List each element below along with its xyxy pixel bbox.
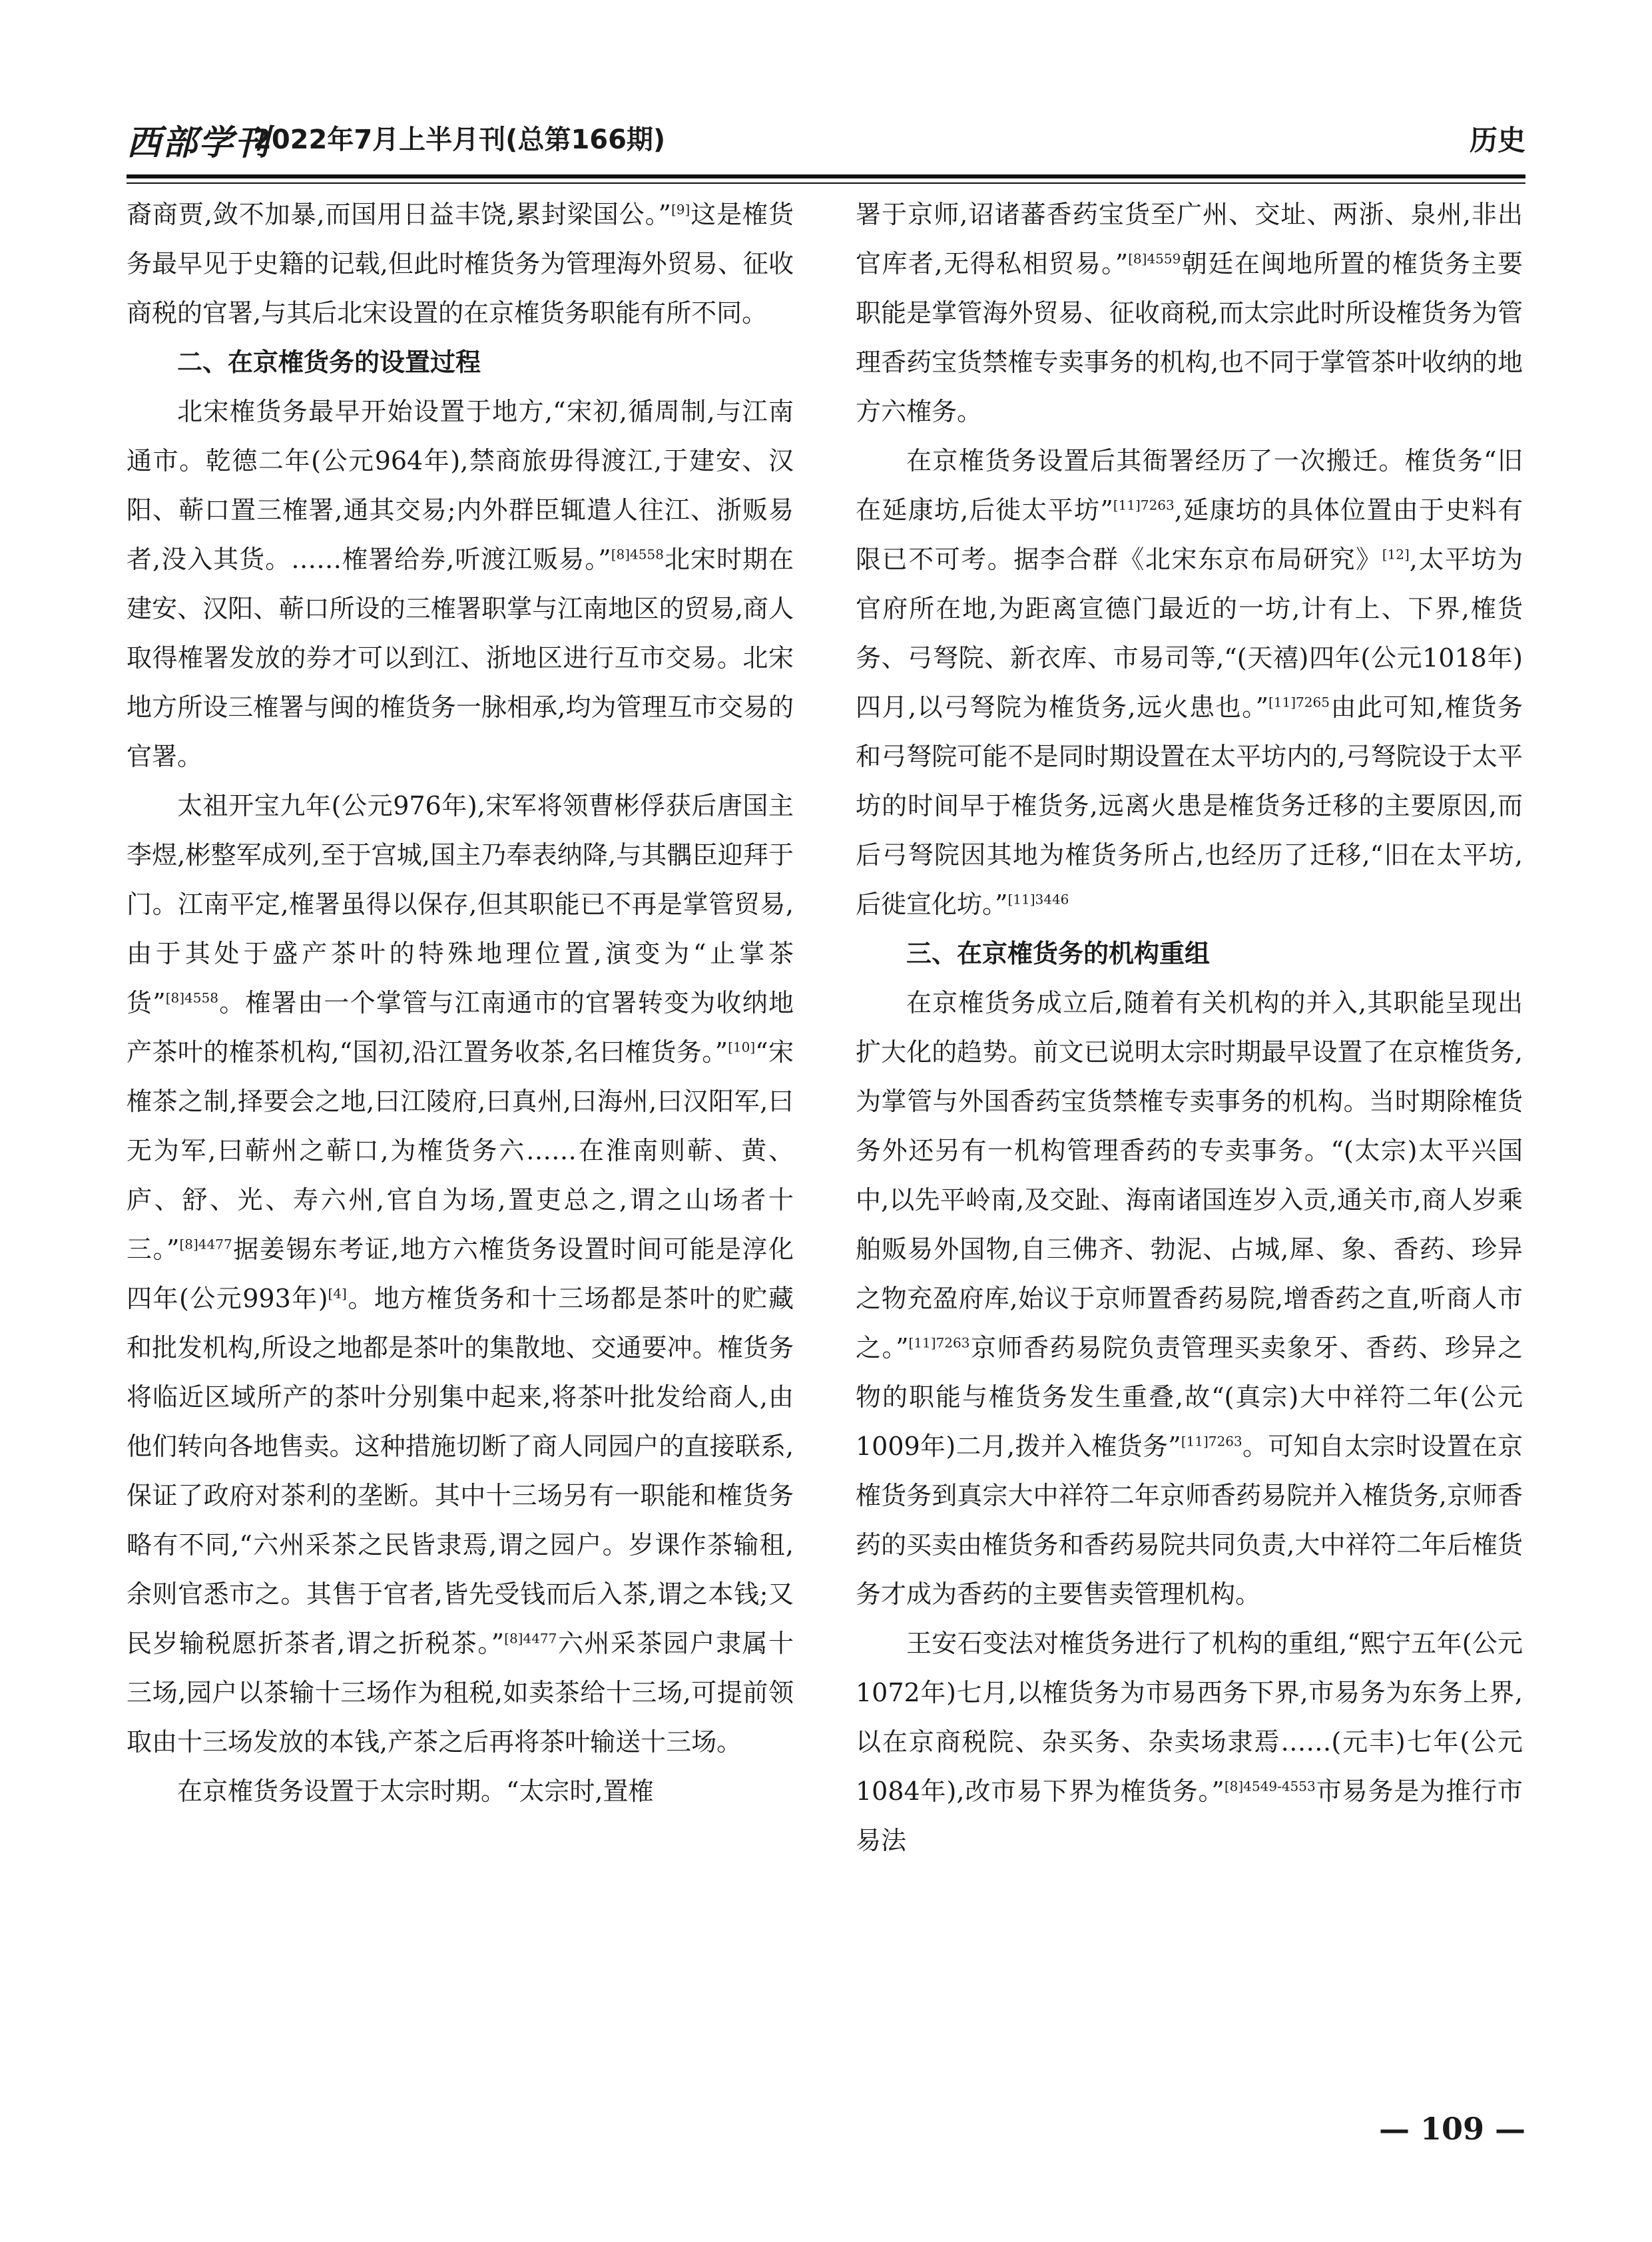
citation: [8]4559 bbox=[1128, 250, 1181, 267]
journal-logo: 西部学刊 bbox=[127, 123, 271, 163]
citation: [10] bbox=[728, 1039, 756, 1055]
header-rule-thin bbox=[127, 182, 1525, 184]
citation: [11]7263 bbox=[1113, 497, 1175, 513]
paragraph: 北宋榷货务最早开始设置于地方,“宋初,循周制,与江南通市。乾德二年(公元964年),禁商旅毋得渡江,于建安、汉阳、蕲口置三榷署,通其交易;内外群臣辄遣人往江、浙贩易者,没入其货。……榷署给券,听渡江贩易。”$^{[8]4558}$北宋时期在建安、汉阳、蕲口所设的三榷署职掌与江南地区的贸易,商人取得榷署发放的券才可以到江、浙地区进行互市交易。北宋地方所设三榷署与闽的榷货务一脉相承,均为管理互市交易的官署。 bbox=[127, 397, 794, 771]
header-rule-thick bbox=[127, 174, 1525, 178]
paragraph: 署于京师,诏诸蕃香药宝货至广州、交址、两浙、泉州,非出官库者,无得私相贸易。”$^{[8]4559}$朝廷在闽地所置的榷货务主要职能是掌管海外贸易、征收商税,而太宗此时所设榷货务为管理香药宝货禁榷专卖事务的机构,也不同于掌管茶叶收纳的地方六榷务。 bbox=[856, 200, 1523, 426]
citation: [11]7263 bbox=[1181, 1433, 1242, 1450]
citation: [11]3446 bbox=[1007, 891, 1069, 908]
citation: [8]4477 bbox=[179, 1236, 232, 1253]
page-number: — 109 — bbox=[1378, 2111, 1525, 2147]
section-heading: 三、在京榷货务的机构重组 bbox=[906, 939, 1211, 968]
citation: [9] bbox=[671, 201, 690, 218]
running-header bbox=[127, 113, 1525, 173]
paragraph: 太祖开宝九年(公元976年),宋军将领曹彬俘获后唐国主李煜,彬整军成列,至于宫城,国主乃奉表纳降,与其髃臣迎拜于门。江南平定,榷署虽得以保存,但其职能已不再是掌管贸易,由于其处于盛产茶叶的特殊地理位置,演变为“止掌茶货”$^{[8]4558}$。榷署由一个掌管与江南通市的官署转变为收纳地产茶叶的榷茶机构,“国初,沿江置务收茶,名曰榷货务。”[10]“宋榷茶之制,择要会之地,曰江陵府,曰真州,曰海州,曰汉阳军,曰无为军,曰蕲州之蕲口,为榷货务六……在淮南则蕲、黄、庐、舒、光、寿六州,官自为场,置吏总之,谓之山场者十三。”$^{[8]4477}$据姜锡东考证,地方六榷货务设置时间可能是淳化四年(公元993年)[4]。地方榷货务和十三场都是茶叶的贮藏和批发机构,所设之地都是茶叶的集散地、交通要冲。榷货务将临近区域所产的茶叶分别集中起来,将茶叶批发给商人,由他们转向各地售卖。这种措施切断了商人同园户的直接联系,保证了政府对茶利的垄断。其中十三场另有一职能和榷货务略有不同,“六州采茶之民皆隶焉,谓之园户。岁课作茶输租,余则官悉市之。其售于官者,皆先受钱而后入茶,谓之本钱;又民岁输税愿折茶者,谓之折税茶。”$^{[8]4477}$六州采茶园户隶属十三场,园户以茶输十三场作为租税,如卖茶给十三场,可提前领取由十三场发放的本钱,产茶之后再将茶叶输送十三场。 bbox=[127, 791, 794, 1757]
citation: [11]7263 bbox=[908, 1334, 970, 1351]
citation: [11]7265 bbox=[1268, 694, 1330, 710]
citation: [8]4477 bbox=[504, 1630, 557, 1647]
citation: [8]4558 bbox=[611, 546, 664, 563]
right-column bbox=[856, 190, 1523, 2048]
left-column bbox=[127, 190, 794, 2048]
paragraph: 在京榷货务成立后,随着有关机构的并入,其职能呈现出扩大化的趋势。前文已说明太宗时期最早设置了在京榷货务,为掌管与外国香药宝货禁榷专卖事务的机构。当时期除榷货务外还另有一机构管理香药的专卖事务。“(太宗)太平兴国中,以先平岭南,及交趾、海南诸国连岁入贡,通关市,商人岁乘舶贩易外国物,自三佛齐、勃泥、占城,犀、象、香药、珍异之物充盈府库,始议于京师置香药易院,增香药之直,听商人市之。”$^{[11]7263}$京师香药易院负责管理买卖象牙、香药、珍异之物的职能与榷货务发生重叠,故“(真宗)大中祥符二年(公元1009年)二月,拨并入榷货务”$^{[11]7263}$。可知自太宗时设置在京榷货务到真宗大中祥符二年京师香药易院并入榷货务,京师香药的买卖由榷货务和香药易院共同负责,大中祥符二年后榷货务才成为香药的主要售卖管理机构。 bbox=[856, 988, 1523, 1609]
section-heading: 二、在京榷货务的设置过程 bbox=[177, 348, 481, 377]
citation: [4] bbox=[328, 1285, 347, 1302]
paragraph: 在京榷货务设置后其衙署经历了一次搬迁。榷货务“旧在延康坊,后徙太平坊”$^{[11]7263}$,延康坊的具体位置由于史料有限已不可考。据李合群《北宋东京布局研究》[12],太平坊为官府所在地,为距离宣德门最近的一坊,计有上、下界,榷货务、弓弩院、新衣库、市易司等,“(天禧)四年(公元1018年)四月,以弓弩院为榷货务,远火患也。”$^{[11]7265}$由此可知,榷货务和弓弩院可能不是同时期设置在太平坊内的,弓弩院设于太平坊的时间早于榷货务,远离火患是榷货务迁移的主要原因,而后弓弩院因其地为榷货务所占,也经历了迁移,“旧在太平坊,后徙宣化坊。”$^{[11]3446}$ bbox=[856, 446, 1523, 919]
paragraph: 王安石变法对榷货务进行了机构的重组,“熙宁五年(公元1072年)七月,以榷货务为市易西务下界,市易务为东务上界,以在京商税院、杂买务、杂卖场隶焉……(元丰)七年(公元1084年),改市易下界为榷货务。”$^{[8]4549-4553}$市易务是为推行市易法 bbox=[856, 1629, 1523, 1855]
paragraph: 裔商贾,敛不加暴,而国用日益丰饶,累封梁国公。”[9]这是榷货务最早见于史籍的记载,但此时榷货务为管理海外贸易、征收商税的官署,与其后北宋设置的在京榷货务职能有所不同。 bbox=[127, 200, 794, 328]
section-label: 历史 bbox=[1469, 124, 1525, 156]
paragraph: 在京榷货务设置于太宗时期。“太宗时,置榷 bbox=[177, 1777, 654, 1806]
citation: [8]4558 bbox=[165, 989, 218, 1006]
citation: [12] bbox=[1382, 546, 1410, 563]
citation: [8]4549-4553 bbox=[1224, 1778, 1316, 1795]
issue-info: 2022年7月上半月刊(总第166期) bbox=[253, 125, 666, 155]
